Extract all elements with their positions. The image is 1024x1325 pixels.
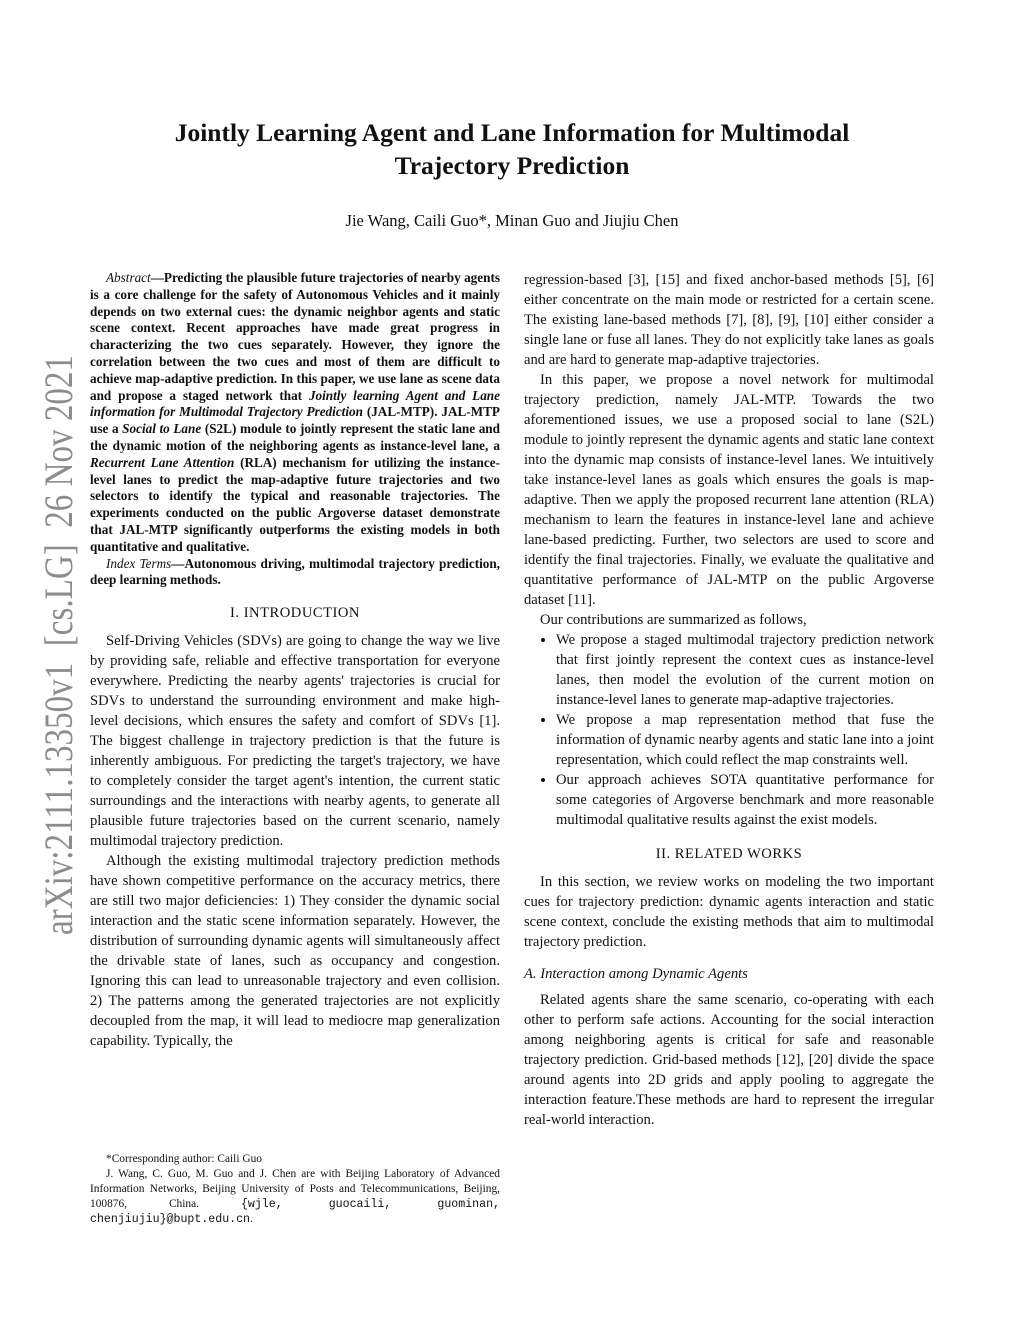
- footnote-period: .: [250, 1213, 253, 1225]
- intro-paragraph-4: In this paper, we propose a novel network for multimodal trajectory prediction, namely JAL-MTP. Towards the two aforementioned issues, we use a proposed social to lane (S2L) module to jointly represent the dynamic agents and static lane context into the dynamic map consists of instance-level lanes. We intuitively take instance-level lanes as goals which ensures the goals is map-adaptive. Then we apply the proposed recurrent lane attention (RLA) mechanism to learn the features in instance-level lane and achieve lane-based predicting. Further, two selectors are used to score and identify the final trajectories. Finally, we evaluate the qualitative and quantitative performance of JAL-MTP on the public Argoverse dataset [11].: [524, 372, 934, 608]
- index-terms: [90, 556, 500, 590]
- section-heading-related-works: [524, 844, 934, 864]
- abstract-label: Abstract: [106, 270, 151, 285]
- footnote: [90, 1152, 500, 1227]
- intro-paragraph-2: Although the existing multimodal trajectory prediction methods have shown competitive performance on the accuracy metrics, there are still two major deficiencies: 1) They consider the dynamic social interaction and the static scene information separately. However, the distribution of surrounding dynamic agents will simultaneously affect the drivable state of lanes, such as occupancy and congestion. Ignoring this can lead to unreasonable trajectory and even collision. 2) The patterns among the generated trajectories are not explicitly decoupled from the map, it will lead to mediocre map generalization capability. Typically, the: [90, 853, 500, 1050]
- footnote-affiliation: [90, 1167, 500, 1227]
- abstract-part4: (RLA) mechanism for utilizing the instance-level lanes to predict the map-adaptive future trajectories and two selectors to identify the typical and reasonable trajectories. The experiments conducted on the public Argoverse dataset demonstrate that JAL-MTP significantly outperforms the existing models in both quantitative and qualitative.: [90, 454, 500, 554]
- paper-title-line1: Jointly Learning Agent and Lane Information for Multimodal: [174, 118, 850, 147]
- related-works-heading-num: II. R: [655, 846, 686, 862]
- arxiv-stamp: [28, 345, 88, 945]
- left-column: [90, 270, 500, 1051]
- abstract-part3: (S2L) module to jointly represent the static lane and the dynamic motion of the neighboring agents as instance-level lane, a: [90, 421, 500, 453]
- subsection-heading-interaction: A. Interaction among Dynamic Agents: [524, 966, 748, 982]
- abstract-italic3: Recurrent Lane Attention: [90, 454, 235, 470]
- intro-paragraph-5: Our contributions are summarized as follows,: [540, 612, 807, 628]
- abstract: [90, 270, 500, 556]
- abstract-italic1: Jointly learning Agent and Lane information for Multimodal Trajectory Prediction: [90, 387, 500, 420]
- arxiv-stamp-text: arXiv:2111.13350v1 [cs.LG] 26 Nov 2021: [36, 345, 81, 935]
- index-terms-text: Autonomous driving, multimodal trajectory prediction, deep learning methods.: [90, 555, 500, 588]
- intro-paragraph-3: regression-based [3], [15] and fixed anchor-based methods [5], [6] either concentrate on the main mode or restricted for a certain scene. The existing lane-based methods [7], [8], [9], [10] either consider a single lane or fuse all lanes. They do not explicitly take lanes as goals and are hard to generate map-adaptive trajectories.: [524, 272, 934, 368]
- index-terms-label: Index Terms: [106, 555, 172, 571]
- footnote-affil-text: J. Wang, C. Guo, M. Guo and J. Chen are with Beijing Laboratory of Advanced Information Networks, Beijing University of Posts and Telecommunications, Beijing, 100876, China.: [90, 1168, 500, 1210]
- contributions-list: [524, 630, 934, 830]
- abstract-italic2: Social to Lane: [122, 421, 202, 437]
- right-column: [524, 270, 934, 1130]
- list-item: • We propose a map representation method that fuse the information of dynamic nearby agents and static lane into a joint representation, which could reflect the map constraints well.: [556, 710, 934, 770]
- index-terms-dash: —: [171, 555, 185, 571]
- abstract-part1: Predicting the plausible future trajectories of nearby agents is a core challenge for the safety of Autonomous Vehicles and it mainly depends on two external cues: the dynamic neighbor agents and static scene context. Recent approaches have made great progress in characterizing the two cues separately. However, they ignore the correlation between the two cues and most of them are difficult to achieve map-adaptive prediction. In this paper, we use lane as scene data and propose a staged network that: [90, 270, 500, 403]
- list-item: • We propose a staged multimodal trajectory prediction network that first jointly represent the context cues as instance-level lanes, then model the evolution of the current motion on instance-level lanes to generate map-adaptive trajectories.: [556, 630, 934, 710]
- abstract-dash: —: [150, 270, 164, 285]
- paper-authors: Jie Wang, Caili Guo*, Minan Guo and Jiujiu Chen: [345, 211, 679, 230]
- related-works-heading-rest: ELATED WORKS: [685, 846, 803, 862]
- list-item: • Our approach achieves SOTA quantitative performance for some categories of Argoverse benchmark and more reasonable multimodal qualitative results against the exist models.: [556, 770, 934, 830]
- section-heading-introduction: I. INTRODUCTION: [230, 605, 360, 622]
- abstract-part2: (JAL-MTP). JAL-MTP use a: [90, 404, 500, 437]
- footnote-corresponding: *Corresponding author: Caili Guo: [106, 1153, 262, 1165]
- paper-title-line2: Trajectory Prediction: [394, 151, 630, 180]
- related-paragraph-1: In this section, we review works on modeling the two important cues for trajectory prediction: dynamic agents interaction and static scene context, conclude the existing methods that aim to multimodal trajectory prediction.: [524, 874, 934, 950]
- intro-paragraph-1: Self-Driving Vehicles (SDVs) are going to change the way we live by providing safe, reliable and effective transportation for everyone everywhere. Predicting the nearby agents' trajectories is crucial for SDVs to understand the surrounding environment and make high-level decisions, which ensures the safety and comfort of SDVs [1]. The biggest challenge in trajectory prediction is that the future is inherently ambiguous. For predicting the target's trajectory, we have to completely consider the target agent's intention, the current static surroundings and the interactions with nearby agents, to generate all plausible future trajectories based on the current scenario, namely multimodal trajectory prediction.: [90, 633, 500, 850]
- related-paragraph-2: Related agents share the same scenario, co-operating with each other to perform safe actions. Accounting for the social interaction among neighboring agents is critical for safe and reasonable trajectory prediction. Grid-based methods [12], [20] divide the space around agents into 2D grids and apply pooling to aggregate the interaction feature.These methods are hard to represent the irregular real-world interaction.: [524, 992, 934, 1128]
- footnote-emails: {wjle, guocaili, guominan, chenjiujiu}@bupt.edu.cn: [90, 1198, 500, 1226]
- paper-title: [100, 116, 924, 182]
